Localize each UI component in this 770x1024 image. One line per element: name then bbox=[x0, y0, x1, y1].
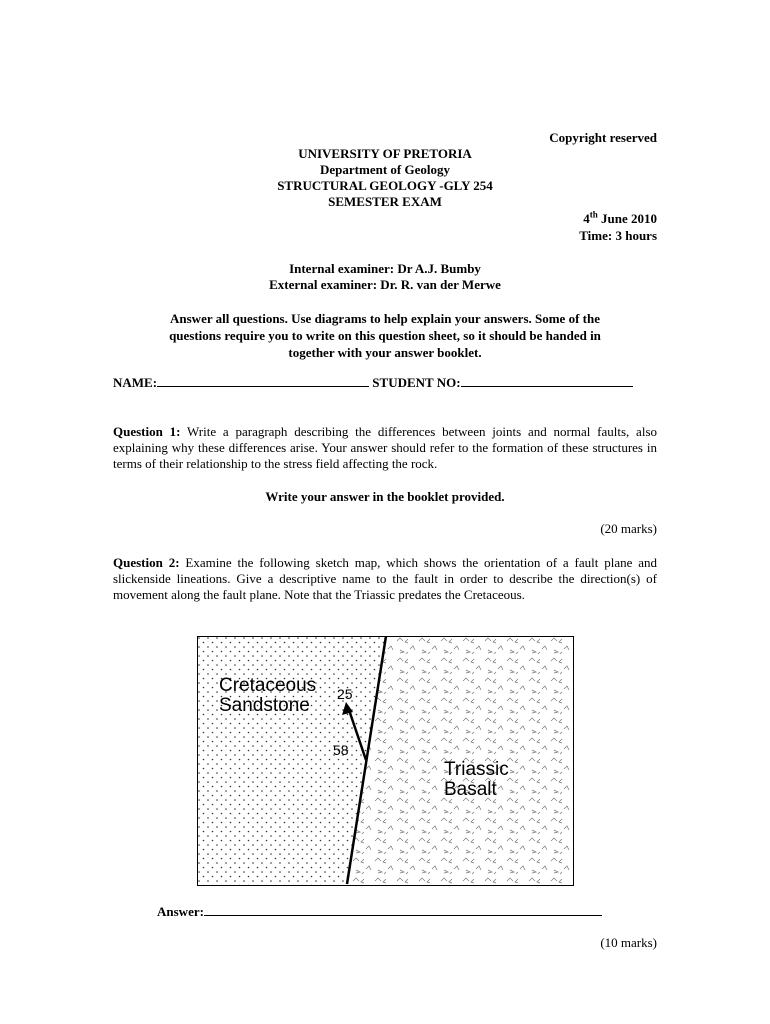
answer-row bbox=[157, 903, 617, 920]
instruction-line: questions require you to write on this question sheet, so it should be handed in bbox=[169, 328, 601, 343]
university-name: UNIVERSITY OF PRETORIA bbox=[298, 146, 472, 161]
date-day: 4 bbox=[583, 211, 590, 226]
student-details-row bbox=[113, 374, 658, 391]
name-field[interactable] bbox=[157, 374, 369, 387]
course-title: STRUCTURAL GEOLOGY -GLY 254 bbox=[277, 178, 493, 193]
instructions bbox=[100, 310, 670, 361]
student-no-label: STUDENT NO: bbox=[372, 375, 461, 390]
plunge-label: 25 bbox=[337, 686, 353, 702]
instruction-line: together with your answer booklet. bbox=[288, 345, 482, 360]
answer-field[interactable] bbox=[204, 903, 602, 916]
date-rest: June 2010 bbox=[597, 211, 657, 226]
copyright-notice: Copyright reserved bbox=[549, 130, 657, 145]
question-2-label: Question 2: bbox=[113, 555, 180, 570]
question-1-marks: (20 marks) bbox=[600, 521, 657, 536]
unit-label-basalt: Basalt bbox=[444, 779, 497, 800]
exam-duration: Time: 3 hours bbox=[579, 228, 657, 243]
dip-label: 58 bbox=[333, 742, 349, 758]
exam-type: SEMESTER EXAM bbox=[328, 194, 442, 209]
question-2 bbox=[113, 555, 657, 603]
question-1 bbox=[113, 424, 657, 472]
question-2-marks: (10 marks) bbox=[600, 935, 657, 950]
exam-date bbox=[440, 211, 657, 227]
question-1-label: Question 1: bbox=[113, 424, 181, 439]
internal-examiner: Internal examiner: Dr A.J. Bumby bbox=[289, 261, 481, 276]
date-suffix: th bbox=[589, 209, 598, 220]
unit-label-triassic: Triassic bbox=[444, 759, 509, 780]
instruction-line: Answer all questions. Use diagrams to help explain your answers. Some of the bbox=[170, 311, 600, 326]
department-name: Department of Geology bbox=[320, 162, 450, 177]
question-1-instruction: Write your answer in the booklet provided. bbox=[265, 489, 505, 504]
question-1-text: Write a paragraph describing the differences between joints and normal faults, also explaining why these differences arise. Your answer should refer to the formation of these structures in terms of their relationship to the stress field affecting the rock. bbox=[113, 424, 658, 471]
student-no-field[interactable] bbox=[461, 374, 633, 387]
exam-header bbox=[200, 146, 570, 210]
name-label: NAME: bbox=[113, 375, 158, 390]
unit-label-cretaceous: Cretaceous bbox=[219, 675, 317, 696]
answer-label: Answer: bbox=[157, 904, 204, 919]
examiners bbox=[150, 261, 620, 293]
sketch-map bbox=[197, 636, 574, 886]
question-2-text: Examine the following sketch map, which shows the orientation of a fault plane and slickenside lineations. Give a descriptive name to the fault in order to describe the direction(s) of movement along the fault plane. Note that the Triassic predates the Cretaceous. bbox=[113, 555, 658, 602]
external-examiner: External examiner: Dr. R. van der Merwe bbox=[269, 277, 501, 292]
unit-label-sandstone: Sandstone bbox=[219, 695, 310, 716]
